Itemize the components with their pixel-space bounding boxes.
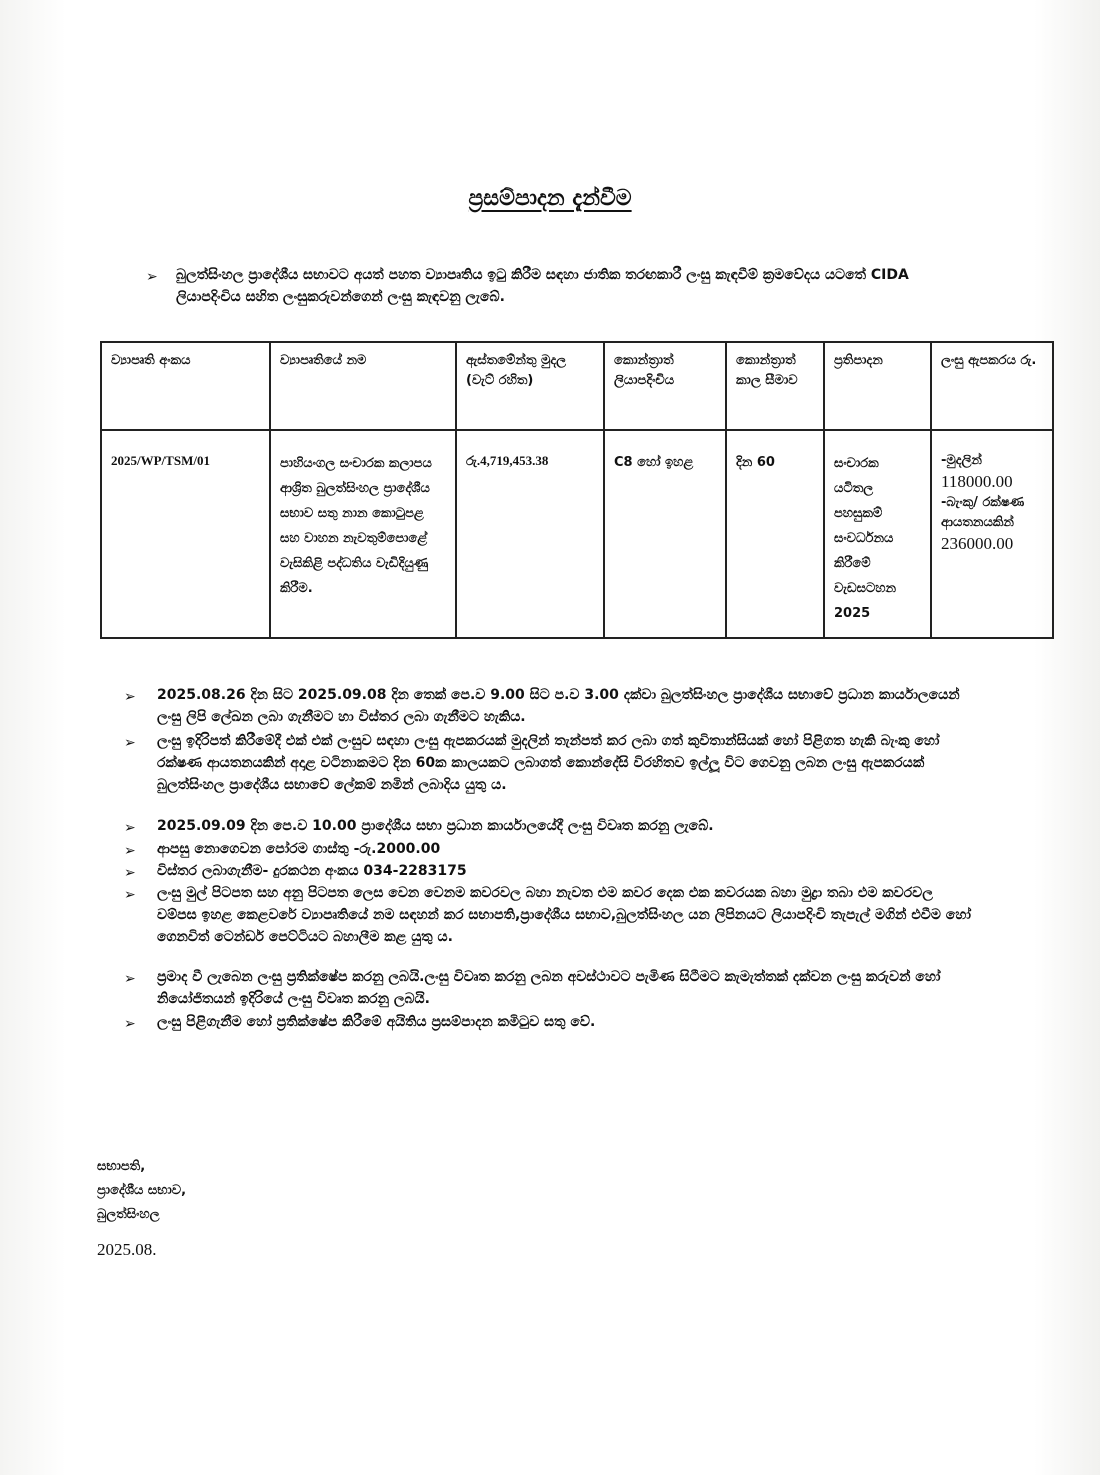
signature-block	[97, 1155, 186, 1227]
bond-cash-value: 118000.00	[941, 472, 1013, 491]
table-row	[101, 430, 1053, 638]
signature-line-1: සභාපති,	[97, 1159, 146, 1174]
cell-registration	[604, 430, 726, 638]
bullet-arrow-icon: ➢	[124, 971, 136, 987]
bond-cash-label: -මුදලින්	[941, 453, 982, 468]
bullet-arrow-icon: ➢	[124, 820, 136, 836]
title-text: ප්‍රසම්පාදන දැන්වීම	[468, 186, 632, 211]
signature-line-2: ප්‍රාදේශීය සභාව,	[97, 1183, 187, 1198]
bullet-arrow-icon: ➢	[124, 689, 136, 705]
intro-paragraph: බුලත්සිංහල ප්‍රාදේශීය සභාවට අයත් පහත ව්‍යාපෘතිය ඉටු කිරීම සඳහා ජාතික තරඟකාරී ලංසු කැඳවීම් ක්‍රමවේදය යටතේ CIDA ලියාපදිංචිය සහිත ලංසුකරුවන්ගෙන් ලංසු කැඳවනු ලැබේ.	[176, 267, 909, 305]
cell-project-number: 2025/WP/TSM/01	[101, 430, 270, 638]
cell-estimate: රු.4,719,453.38	[456, 430, 604, 638]
tender-table	[100, 341, 1054, 639]
bullet-arrow-icon: ➢	[124, 843, 136, 859]
document-date: 2025.08.	[97, 1240, 157, 1259]
signature-line-3: බුලත්සිංහල	[97, 1207, 160, 1222]
bullet-arrow-icon: ➢	[146, 269, 158, 285]
bond-bank-value: 236000.00	[941, 534, 1014, 553]
bullet-item-8: ලංසු පිළිගැනීම හෝ ප්‍රතික්ෂේප කිරීමේ අයිතිය ප්‍රසම්පාදන කමිටුව සතු වේ.	[157, 1014, 596, 1030]
page-title	[0, 186, 1100, 211]
table-header-row	[101, 342, 1053, 430]
registration-text: C8 හෝ ඉහළ	[614, 455, 694, 470]
bullet-arrow-icon: ➢	[124, 865, 136, 881]
bullet-arrow-icon: ➢	[124, 1016, 136, 1032]
header-duration: කොන්ත්‍රාත් කාල සීමාව	[726, 342, 824, 430]
cell-duration: දින 60	[726, 430, 824, 638]
bullet-item-5: විස්තර ලබාගැනීම- දුරකථන අංකය 034-2283175	[157, 863, 467, 879]
bullet-item-4: ආපසු නොගෙවන පෝරම ගාස්තු -රු.2000.00	[157, 841, 441, 857]
header-allocation: ප්‍රතිපාදන	[824, 342, 931, 430]
header-project-number: ව්‍යාපෘති අංකය	[101, 342, 270, 430]
cell-project-name: පාහියංගල සංචාරක කලාපය ආශ්‍රිත බුලත්සිංහල ප්‍රාදේශීය සභාව සතු නාන කොටුපළ සහ වාහන නැවතුම්පොළේ වැසිකිළි පද්ධතිය වැඩිදියුණු කිරීම.	[270, 430, 456, 638]
bullet-item-1: 2025.08.26 දින සිට 2025.09.08 දින තෙක් පෙ.ව 9.00 සිට ප.ව 3.00 දක්වා බුලත්සිංහල ප්‍රාදේශීය සභාවේ ප්‍රධාන කාර්යාලයෙන් ලංසු ලිපි ලේඛන ලබා ගැනීමට හා විස්තර ලබා ගැනීමට හැකිය.	[157, 687, 960, 725]
header-project-name: ව්‍යාපෘතියේ නම	[270, 342, 456, 430]
header-registration: කොන්ත්‍රාත් ලියාපදිංචිය	[604, 342, 726, 430]
header-estimate: ඇස්තමේන්තු මුදල (වැට් රහිත)	[456, 342, 604, 430]
bullet-item-7: ප්‍රමාද වී ලැබෙන ලංසු ප්‍රතික්ෂේප කරනු ලබයි.ලංසු විවෘත කරනු ලබන අවස්ථාවට පැමිණ සිටීමට කැමැත්තක් දක්වන ලංසු කරුවන් හෝ නියෝජිතයන් ඉදිරියේ ලංසු විවෘත කරනු ලබයි.	[157, 969, 941, 1007]
bullet-item-6: ලංසු මුල් පිටපත සහ අනු පිටපත ලෙස වෙන වෙනම කවරවල බහා නැවත එම කවර දෙක එක කවරයක බහා මුද්‍රා තබා එම කවරවල වම්පස ඉහළ කෙළවරේ ව්‍යාපෘතියේ නම සඳහන් කර සභාපති,ප්‍රාදේශීය සභාව,බුලත්සිංහල යන ලිපිනයට ලියාපදිංචි තැපැල් මගින් එවීම හෝ ගෙනවිත් ටෙන්ඩර් පෙට්ටියට බහාලීම කළ යුතු ය.	[157, 885, 971, 945]
cell-bid-bond	[931, 430, 1053, 638]
bullet-arrow-icon: ➢	[124, 735, 136, 751]
bullet-arrow-icon: ➢	[124, 887, 136, 903]
bond-bank-label: -බැංකු/ රක්ෂණ ආයතනයකින්	[941, 495, 1025, 530]
cell-allocation: සංචාරක යටිතල පහසුකම් සංවර්ධනය කිරීමේ වැඩසටහන 2025	[824, 430, 931, 638]
header-bid-bond: ලංසු ඇපකරය රු.	[931, 342, 1053, 430]
bullet-item-3: 2025.09.09 දින පෙ.ව 10.00 ප්‍රාදේශීය සභා ප්‍රධාන කාර්යාලයේදී ලංසු විවෘත කරනු ලැබේ.	[157, 818, 714, 834]
bullet-item-2: ලංසු ඉදිරිපත් කිරීමේදී එක් එක් ලංසුව සඳහා ලංසු ඇපකරයක් මුදලින් තැන්පත් කර ලබා ගත් කුවිතාන්සියක් හෝ පිළිගත හැකි බැංකු හෝ රක්ෂණ ආයතනයකින් අදාළ වටිනාකමට දින 60ක කාලයකට ලබාගත් කොන්දේසි විරහිතව ඉල්ලූ විට ගෙවනු ලබන ලංසු ඇපකරයක් බුලත්සිංහල ප්‍රාදේශීය සභාවේ ලේකම් නමින් ලබාදිය යුතු ය.	[157, 733, 940, 793]
